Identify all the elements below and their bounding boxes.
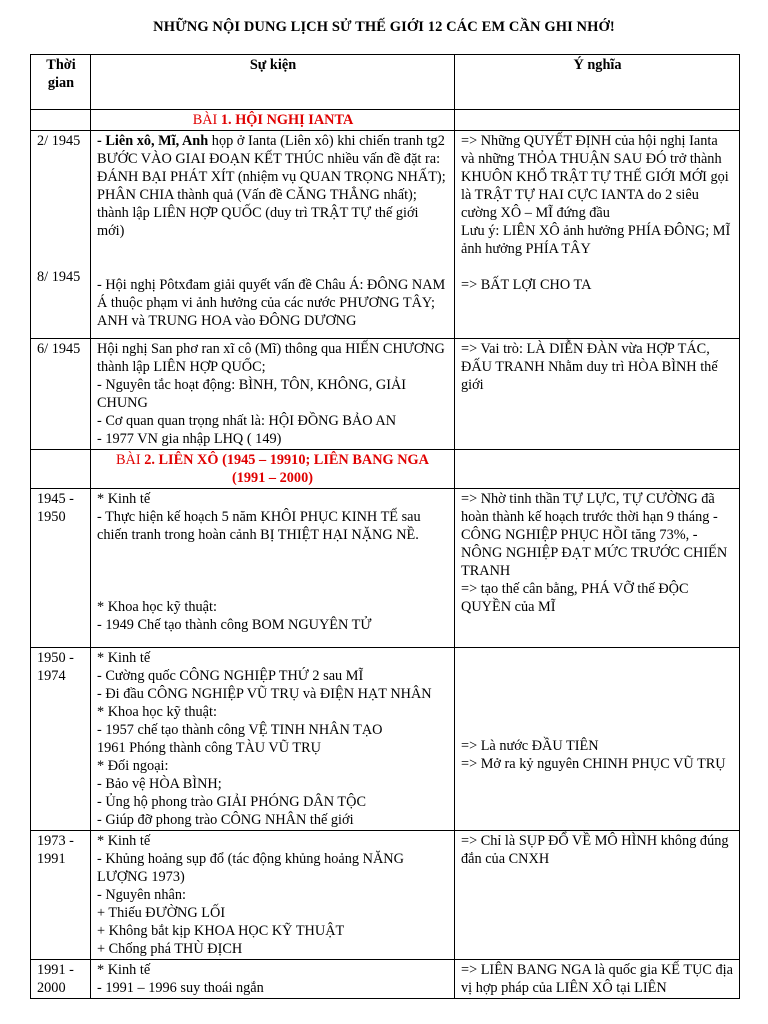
page-title: NHỮNG NỘI DUNG LỊCH SỬ THẾ GIỚI 12 CÁC EM CẦN GHI NHỚ! <box>153 19 615 35</box>
meaning-cell: => Những QUYẾT ĐỊNH của hội nghị Ianta và những THỎA THUẬN SAU ĐÓ trở thành KHUÔN KHỔ TRẬT TỰ THẾ GIỚI MỚI gọi là TRẬT TỰ HAI CỰC IANTA do 2 siêu cường XÔ – MĨ đứng đầu Lưu ý: LIÊN XÔ ảnh hưởng PHÍA ĐÔNG; MĨ ảnh hưởng PHÍA TÂY => BẤT LỢI CHO TA <box>455 131 740 339</box>
event-cell: * Kinh tế - 1991 – 1996 suy thoái ngắn <box>91 960 455 999</box>
table-row <box>31 339 740 450</box>
meaning-cell: => Vai trò: LÀ DIỄN ĐÀN vừa HỢP TÁC, ĐẤU TRANH Nhằm duy trì HÒA BÌNH thế giới <box>455 339 740 450</box>
table-row <box>31 831 740 960</box>
section-title-2: BÀI 2. LIÊN XÔ (1945 – 19910; LIÊN BANG NGA (1991 – 2000) <box>91 450 455 489</box>
meaning-cell: => Nhờ tinh thần TỰ LỰC, TỰ CƯỜNG đã hoàn thành kế hoạch trước thời hạn 9 tháng - CÔNG NGHIỆP PHỤC HỒI tăng 73%, - NÔNG NGHIỆP ĐẠT MỨC TRƯỚC CHIẾN TRANH => tạo thế cân bằng, PHÁ VỠ thế ĐỘC QUYỀN của MĨ <box>455 489 740 648</box>
time-cell: 2/ 1945 8/ 1945 <box>31 131 91 339</box>
time-cell: 6/ 1945 <box>31 339 91 450</box>
table-row <box>31 489 740 648</box>
time-cell: 1945 - 1950 <box>31 489 91 648</box>
header-event: Sự kiện <box>91 55 455 110</box>
table-row <box>31 648 740 831</box>
event-cell: - Liên xô, Mĩ, Anh họp ở Ianta (Liên xô) khi chiến tranh tg2 BƯỚC VÀO GIAI ĐOẠN KẾT THÚC nhiều vấn đề đặt ra: ĐÁNH BẠI PHÁT XÍT (nhiệm vụ QUAN TRỌNG NHẤT); PHÂN CHIA thành quả (Vấn đề CĂNG THẲNG nhất); thành lập LIÊN HỢP QUỐC (duy trì TRẬT TỰ thế giới mới) - Hội nghị Pôtxđam giải quyết vấn đề Châu Á: ĐÔNG NAM Á thuộc phạm vi ảnh hưởng của các nước PHƯƠNG TÂY; ANH và TRUNG HOA vào ĐÔNG DƯƠNG <box>91 131 455 339</box>
meaning-cell: => Là nước ĐẦU TIÊN => Mở ra kỷ nguyên CHINH PHỤC VŨ TRỤ <box>455 648 740 831</box>
event-cell: * Kinh tế - Cường quốc CÔNG NGHIỆP THỨ 2 sau MĨ - Đi đầu CÔNG NGHIỆP VŨ TRỤ và ĐIỆN HẠT NHÂN * Khoa học kỹ thuật: - 1957 chế tạo thành công VỆ TINH NHÂN TẠO 1961 Phóng thành công TÀU VŨ TRỤ * Đối ngoại: - Bảo vệ HÒA BÌNH; - Ủng hộ phong trào GIẢI PHÓNG DÂN TỘC - Giúp đỡ phong trào CÔNG NHÂN thế giới <box>91 648 455 831</box>
meaning-cell: => Chỉ là SỤP ĐỔ VỀ MÔ HÌNH không đúng đắn của CNXH <box>455 831 740 960</box>
table-row <box>31 960 740 999</box>
header-time: Thời gian <box>31 55 91 110</box>
section-title-1: BÀI 1. HỘI NGHỊ IANTA <box>91 110 455 131</box>
meaning-cell: => LIÊN BANG NGA là quốc gia KẾ TỤC địa vị hợp pháp của LIÊN XÔ tại LIÊN <box>455 960 740 999</box>
time-cell: 1950 - 1974 <box>31 648 91 831</box>
section-row-2 <box>31 450 740 489</box>
event-cell: * Kinh tế - Khủng hoảng sụp đổ (tác động khủng hoảng NĂNG LƯỢNG 1973) - Nguyên nhân: + Thiếu ĐƯỜNG LỐI + Không bắt kịp KHOA HỌC KỸ THUẬT + Chống phá THÙ ĐỊCH <box>91 831 455 960</box>
history-table <box>30 54 740 999</box>
section-row-1 <box>31 110 740 131</box>
table-header-row <box>31 55 740 110</box>
table-row <box>31 131 740 339</box>
event-cell: Hội nghị San phơ ran xĩ cô (Mĩ) thông qua HIẾN CHƯƠNG thành lập LIÊN HỢP QUỐC; - Nguyên tắc hoạt động: BÌNH, TÔN, KHÔNG, GIẢI CHUNG - Cơ quan quan trọng nhất là: HỘI ĐỒNG BẢO AN - 1977 VN gia nhập LHQ ( 149) <box>91 339 455 450</box>
event-cell: * Kinh tế - Thực hiện kế hoạch 5 năm KHÔI PHỤC KINH TẾ sau chiến tranh trong hoàn cảnh BỊ THIỆT HẠI NẶNG NỀ. * Khoa học kỹ thuật: - 1949 Chế tạo thành công BOM NGUYÊN TỬ <box>91 489 455 648</box>
time-cell: 1973 - 1991 <box>31 831 91 960</box>
time-cell: 1991 - 2000 <box>31 960 91 999</box>
header-meaning: Ý nghĩa <box>455 55 740 110</box>
